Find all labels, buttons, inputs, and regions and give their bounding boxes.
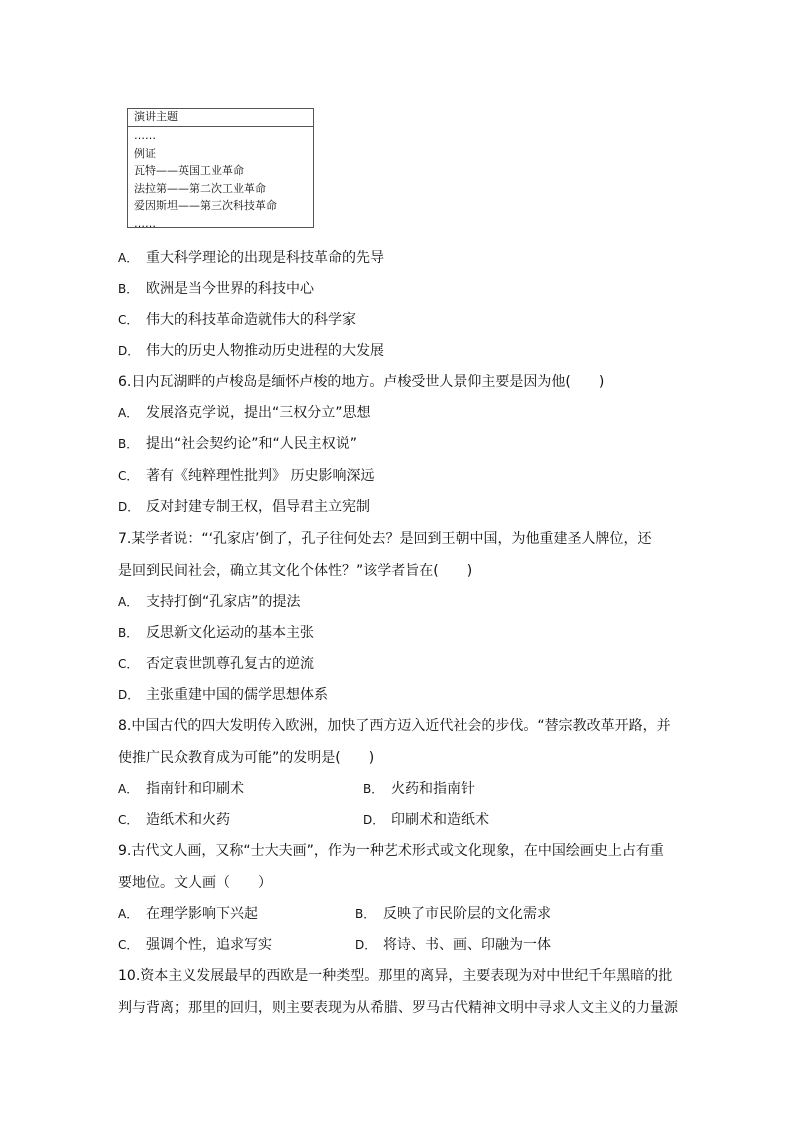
- option-text: 反映了市民阶层的文化需求: [383, 906, 551, 922]
- q9-option-row-cd: [118, 935, 551, 955]
- q8-stem-line2: 使推广民众教育成为可能”的发明是( ): [118, 750, 375, 766]
- option-letter: C．: [118, 657, 139, 671]
- table-line: 瓦特——英国工业革命: [134, 164, 244, 177]
- option-text: 火药和指南针: [391, 781, 475, 797]
- q6-option-b: [118, 434, 357, 454]
- table-header: 演讲主题: [128, 109, 313, 127]
- option-letter: C．: [118, 469, 139, 483]
- option-letter: C．: [118, 813, 139, 827]
- option-letter: A．: [118, 251, 139, 265]
- table-line: 爱因斯坦——第三次科技革命: [134, 199, 277, 212]
- option-text: 将诗、书、画、印融为一体: [383, 937, 551, 953]
- q8-option-d: [363, 810, 489, 830]
- q7-stem-line1: 7.某学者说：“‘孔家店’倒了，孔子往何处去？是回到王朝中国，为他重建圣人牌位，还: [118, 531, 652, 547]
- option-text: 伟大的历史人物推动历史进程的大发展: [146, 343, 384, 359]
- option-text: 主张重建中国的儒学思想体系: [146, 687, 328, 703]
- option-letter: A．: [118, 782, 139, 796]
- option-text: 反思新文化运动的基本主张: [146, 625, 314, 641]
- q9-option-b: [355, 904, 551, 924]
- q5-option-a: [118, 248, 384, 268]
- option-text: 欧洲是当今世界的科技中心: [146, 281, 314, 297]
- q10-stem-line1: 10.资本主义发展最早的西欧是一种类型。那里的离异，主要表现为对中世纪千年黑暗的批: [118, 968, 673, 984]
- q5-option-d: [118, 341, 384, 361]
- option-letter: D．: [118, 344, 140, 358]
- option-text: 重大科学理论的出现是科技革命的先导: [146, 250, 384, 266]
- table-body: [128, 127, 313, 232]
- speech-topic-table: [127, 108, 314, 228]
- q8-option-row-cd: [118, 810, 489, 830]
- option-letter: A．: [118, 907, 139, 921]
- option-letter: A．: [118, 595, 139, 609]
- q9-option-row-ab: [118, 904, 551, 924]
- table-line: ……: [134, 216, 156, 230]
- option-letter: B．: [118, 626, 139, 640]
- option-letter: D．: [363, 813, 385, 827]
- option-text: 著有《纯粹理性批判》 历史影响深远: [146, 468, 375, 484]
- option-text: 印刷术和造纸术: [391, 812, 489, 828]
- q9-stem-line1: 9.古代文人画，又称“士大夫画”，作为一种艺术形式或文化现象，在中国绘画史上占有重: [118, 843, 664, 859]
- q9-stem-line2: 要地位。文人画（ ）: [118, 875, 272, 891]
- q7-option-b: [118, 623, 314, 643]
- q9-option-d: [355, 935, 551, 955]
- option-letter: A．: [118, 406, 139, 420]
- option-text: 提出“社会契约论”和“人民主权说”: [146, 436, 358, 452]
- table-line: 法拉第——第二次工业革命: [134, 181, 266, 195]
- q8-option-row-ab: [118, 779, 475, 799]
- q10-stem-line2: 判与背离；那里的回归，则主要表现为从希腊、罗马古代精神文明中寻求人文主义的力量源: [118, 1000, 678, 1016]
- option-letter: B．: [118, 282, 139, 296]
- option-text: 在理学影响下兴起: [146, 906, 258, 922]
- q5-option-c: [118, 310, 356, 330]
- q6-option-d: [118, 497, 370, 517]
- table-line: 例证: [134, 146, 156, 160]
- q8-stem-line1: 8.中国古代的四大发明传入欧洲，加快了西方迈入近代社会的步伐。“替宗教改革开路，并: [118, 718, 671, 734]
- q7-option-c: [118, 654, 314, 674]
- q6-stem: 6.日内瓦湖畔的卢梭岛是缅怀卢梭的地方。卢梭受世人景仰主要是因为他( ): [118, 374, 605, 390]
- option-text: 强调个性，追求写实: [146, 937, 272, 953]
- q8-option-b: [363, 779, 475, 799]
- option-letter: B．: [363, 782, 384, 796]
- q6-option-c: [118, 466, 374, 486]
- option-text: 造纸术和火药: [146, 812, 230, 828]
- q7-option-d: [118, 685, 328, 705]
- option-text: 发展洛克学说，提出“三权分立”思想: [146, 405, 371, 421]
- q6-option-a: [118, 403, 371, 423]
- option-letter: B．: [118, 437, 139, 451]
- option-letter: C．: [118, 938, 139, 952]
- table-line: ……: [134, 129, 156, 142]
- option-text: 否定袁世凯尊孔复古的逆流: [146, 656, 314, 672]
- option-letter: D．: [118, 500, 140, 514]
- option-text: 支持打倒“孔家店”的提法: [146, 594, 301, 610]
- option-text: 伟大的科技革命造就伟大的科学家: [146, 312, 356, 328]
- q7-stem-line2: 是回到民间社会，确立其文化个体性？”该学者旨在( ): [118, 563, 473, 579]
- option-letter: D．: [355, 938, 377, 952]
- option-letter: B．: [355, 907, 376, 921]
- option-letter: C．: [118, 313, 139, 327]
- q5-option-b: [118, 279, 314, 299]
- option-letter: D．: [118, 688, 140, 702]
- option-text: 反对封建专制王权，倡导君主立宪制: [146, 499, 370, 515]
- q7-option-a: [118, 592, 301, 612]
- option-text: 指南针和印刷术: [146, 781, 244, 797]
